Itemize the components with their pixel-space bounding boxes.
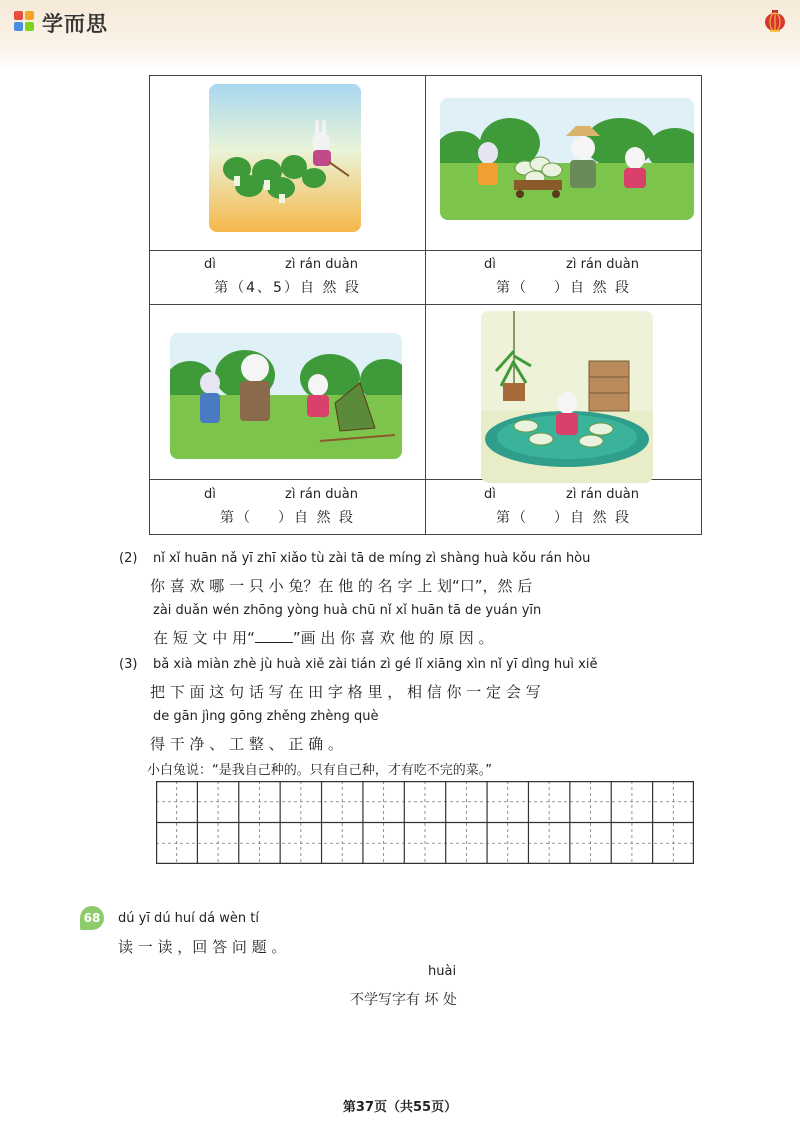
caption-paragraph-label: 第（ ）自 然 段 (496, 280, 631, 297)
picture-cell-4 (426, 305, 702, 480)
paragraph-answer: 4、5 (246, 280, 284, 297)
page-number: 第37页（共55页） (342, 1100, 458, 1115)
passage-title: 不学写字有 坏 处 (350, 992, 457, 1008)
caption-cell-4 (426, 479, 702, 534)
sentence-to-copy: 小白兔说：“是我自己种的。只有自己种，才有吃不完的菜。” (147, 763, 492, 778)
garden-picture-3 (170, 333, 402, 459)
pinyin-line: dú yī dú huí dá wèn tí (118, 911, 259, 926)
pinyin-di: dì (204, 257, 216, 273)
hanzi-line: 把 下 面 这 句 话 写 在 田 字 格 里 ， 相 信 你 一 定 会 写 (150, 683, 541, 701)
question-68-badge: 68 (80, 906, 104, 930)
pinyin-di: dì (484, 486, 496, 502)
pinyin-zi-ran-duan: zì rán duàn (566, 257, 639, 273)
question-number: (2) (119, 551, 138, 566)
picture-cell-2 (426, 76, 702, 251)
lantern-icon (764, 10, 786, 34)
tianzige-writing-grid[interactable] (156, 781, 694, 864)
pinyin-line: nǐ xǐ huān nǎ yī zhī xiǎo tù zài tā de míng zì shàng huà kǒu rán hòu (153, 551, 591, 566)
caption-cell-2 (426, 250, 702, 305)
home-picture-4 (481, 311, 653, 483)
caption-paragraph-label: 第（ ）自 然 段 (220, 509, 355, 526)
pinyin-line: de gān jìng gōng zhěng zhèng què (153, 709, 379, 724)
picture-cell-1 (150, 76, 426, 251)
pinyin-zi-ran-duan: zì rán duàn (285, 257, 358, 273)
picture-cell-3 (150, 305, 426, 480)
hanzi-line: 在 短 文 中 用“ ”画 出 你 喜 欢 他 的 原 因 。 (153, 629, 494, 647)
pinyin-line: bǎ xià miàn zhè jù huà xiě zài tián zì gé lǐ xiāng xìn nǐ yī dìng huì xiě (153, 657, 598, 672)
caption-paragraph-label: 第（ ）自 然 段 (496, 509, 631, 526)
brand-name: 学而思 (42, 12, 108, 36)
pinyin-zi-ran-duan: zì rán duàn (285, 486, 358, 502)
pinyin-di: dì (204, 486, 216, 502)
pinyin-di: dì (484, 257, 496, 273)
garden-picture-1 (209, 84, 361, 232)
page-header (0, 0, 800, 70)
hanzi-line: 读 一 读 ，回 答 问 题 。 (118, 938, 287, 956)
garden-picture-2 (440, 98, 694, 220)
brand-logo-icon (14, 11, 38, 35)
pinyin-zi-ran-duan: zì rán duàn (566, 486, 639, 502)
caption-paragraph-label: 第（4、5）自 然 段 (214, 280, 361, 297)
hanzi-line: 得 干 净 、 工 整 、 正 确 。 (150, 735, 343, 753)
brand-logo (14, 8, 108, 38)
title-pinyin: huài (428, 964, 457, 979)
underline-symbol (255, 629, 293, 643)
question-number: (3) (119, 657, 138, 672)
picture-table (149, 75, 702, 535)
caption-cell-1 (150, 250, 426, 305)
hanzi-line: 你 喜 欢 哪 一 只 小 兔？在 他 的 名 字 上 划“口”，然 后 (150, 577, 533, 595)
pinyin-line: zài duǎn wén zhōng yòng huà chū nǐ xǐ huān tā de yuán yīn (153, 603, 542, 618)
caption-cell-3 (150, 479, 426, 534)
